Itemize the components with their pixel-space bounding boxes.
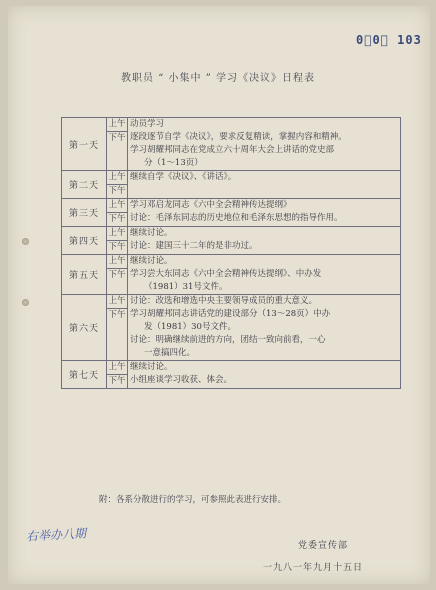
afternoon-label: 下午 bbox=[108, 214, 126, 224]
day-label: 第一天 bbox=[62, 118, 107, 171]
morning-activity: 动员学习 bbox=[130, 119, 165, 129]
morning-label: 上午 bbox=[108, 172, 126, 182]
afternoon-activity: 学习尝大东同志《六中全会精神传达提纲》、中办发 bbox=[130, 269, 322, 279]
morning-label: 上午 bbox=[108, 362, 126, 372]
afternoon-activity: 发（1981）30号文件。 bbox=[144, 322, 236, 332]
day-label: 第二天 bbox=[62, 171, 107, 199]
day-content bbox=[128, 361, 401, 389]
morning-label: 上午 bbox=[108, 256, 126, 266]
schedule-row bbox=[62, 295, 401, 361]
time-slots bbox=[107, 171, 128, 199]
afternoon-activity: 小组座谈学习收获、体会。 bbox=[130, 375, 233, 385]
day-content bbox=[128, 255, 401, 295]
time-slots bbox=[107, 255, 128, 295]
afternoon-label: 下午 bbox=[108, 242, 126, 252]
afternoon-label: 下午 bbox=[108, 270, 126, 280]
afternoon-label: 下午 bbox=[108, 133, 126, 143]
schedule-row bbox=[62, 171, 401, 199]
afternoon-label: 下午 bbox=[108, 376, 126, 386]
day-content bbox=[128, 295, 401, 361]
morning-activity: 继续自学《决议》、《讲话》。 bbox=[130, 172, 237, 182]
handwritten-annotation: 右举办八期 bbox=[25, 526, 87, 544]
afternoon-activity: 学习胡耀邦同志在党成立六十周年大会上讲话的党史部 bbox=[130, 145, 335, 155]
footnote: 附：各系分散进行的学习，可参照此表进行安排。 bbox=[99, 495, 287, 505]
morning-activity: 继续讨论。 bbox=[130, 362, 173, 372]
afternoon-label: 下午 bbox=[108, 186, 126, 196]
day-content bbox=[128, 199, 401, 227]
morning-activity: 继续讨论。 bbox=[130, 256, 173, 266]
punch-hole bbox=[22, 299, 29, 306]
afternoon-activity: 讨论：毛泽东同志的历史地位和毛泽东思想的指导作用。 bbox=[130, 213, 343, 223]
morning-label: 上午 bbox=[108, 200, 126, 210]
day-content bbox=[128, 118, 401, 171]
morning-label: 上午 bbox=[108, 296, 126, 306]
time-slots bbox=[107, 199, 128, 227]
day-label: 第五天 bbox=[62, 255, 107, 295]
schedule-table bbox=[61, 117, 401, 389]
day-content bbox=[128, 227, 401, 255]
schedule-row bbox=[62, 361, 401, 389]
morning-activity: 讨论：改选和增选中央主要领导成员的重大意义。 bbox=[130, 296, 318, 306]
schedule-row bbox=[62, 227, 401, 255]
schedule-row bbox=[62, 118, 401, 171]
afternoon-activity: 讨论：建国三十二年的是非功过。 bbox=[130, 241, 258, 251]
day-label: 第三天 bbox=[62, 199, 107, 227]
afternoon-activity: 逐段逐节自学《决议》，要求反复精读，掌握内容和精神。 bbox=[130, 132, 347, 142]
schedule-row bbox=[62, 255, 401, 295]
day-label: 第七天 bbox=[62, 361, 107, 389]
day-content bbox=[128, 171, 401, 199]
punch-hole bbox=[22, 238, 29, 245]
morning-label: 上午 bbox=[108, 228, 126, 238]
document-title: 教职员 “ 小集中 ” 学习《决议》日程表 bbox=[121, 73, 315, 84]
time-slots bbox=[107, 361, 128, 389]
day-label: 第四天 bbox=[62, 227, 107, 255]
issue-date: 一九八一年九月十五日 bbox=[263, 563, 364, 573]
afternoon-activity: （1981）31号文件。 bbox=[144, 282, 228, 292]
issuing-department: 党委宣传部 bbox=[298, 541, 349, 551]
morning-label: 上午 bbox=[108, 119, 126, 129]
day-label: 第六天 bbox=[62, 295, 107, 361]
time-slots bbox=[107, 295, 128, 361]
schedule-row bbox=[62, 199, 401, 227]
time-slots bbox=[107, 118, 128, 171]
afternoon-activity: 分（1～13页） bbox=[144, 158, 203, 168]
afternoon-label: 下午 bbox=[108, 310, 126, 320]
morning-activity: 继续讨论。 bbox=[130, 228, 173, 238]
morning-activity: 学习邓启龙同志《六中全会精神传达提纲》 bbox=[130, 200, 292, 210]
afternoon-activity: 讨论：明确继续前进的方向，团结一致向前看，一心 bbox=[130, 335, 326, 345]
afternoon-activity-empty bbox=[130, 184, 398, 197]
afternoon-activity: 学习胡耀邦同志讲话党的建设部分（13～28页）中办 bbox=[130, 309, 331, 319]
time-slots bbox=[107, 227, 128, 255]
archive-number: 0 0  103 bbox=[356, 33, 422, 47]
afternoon-activity: 一意搞四化。 bbox=[144, 348, 196, 358]
